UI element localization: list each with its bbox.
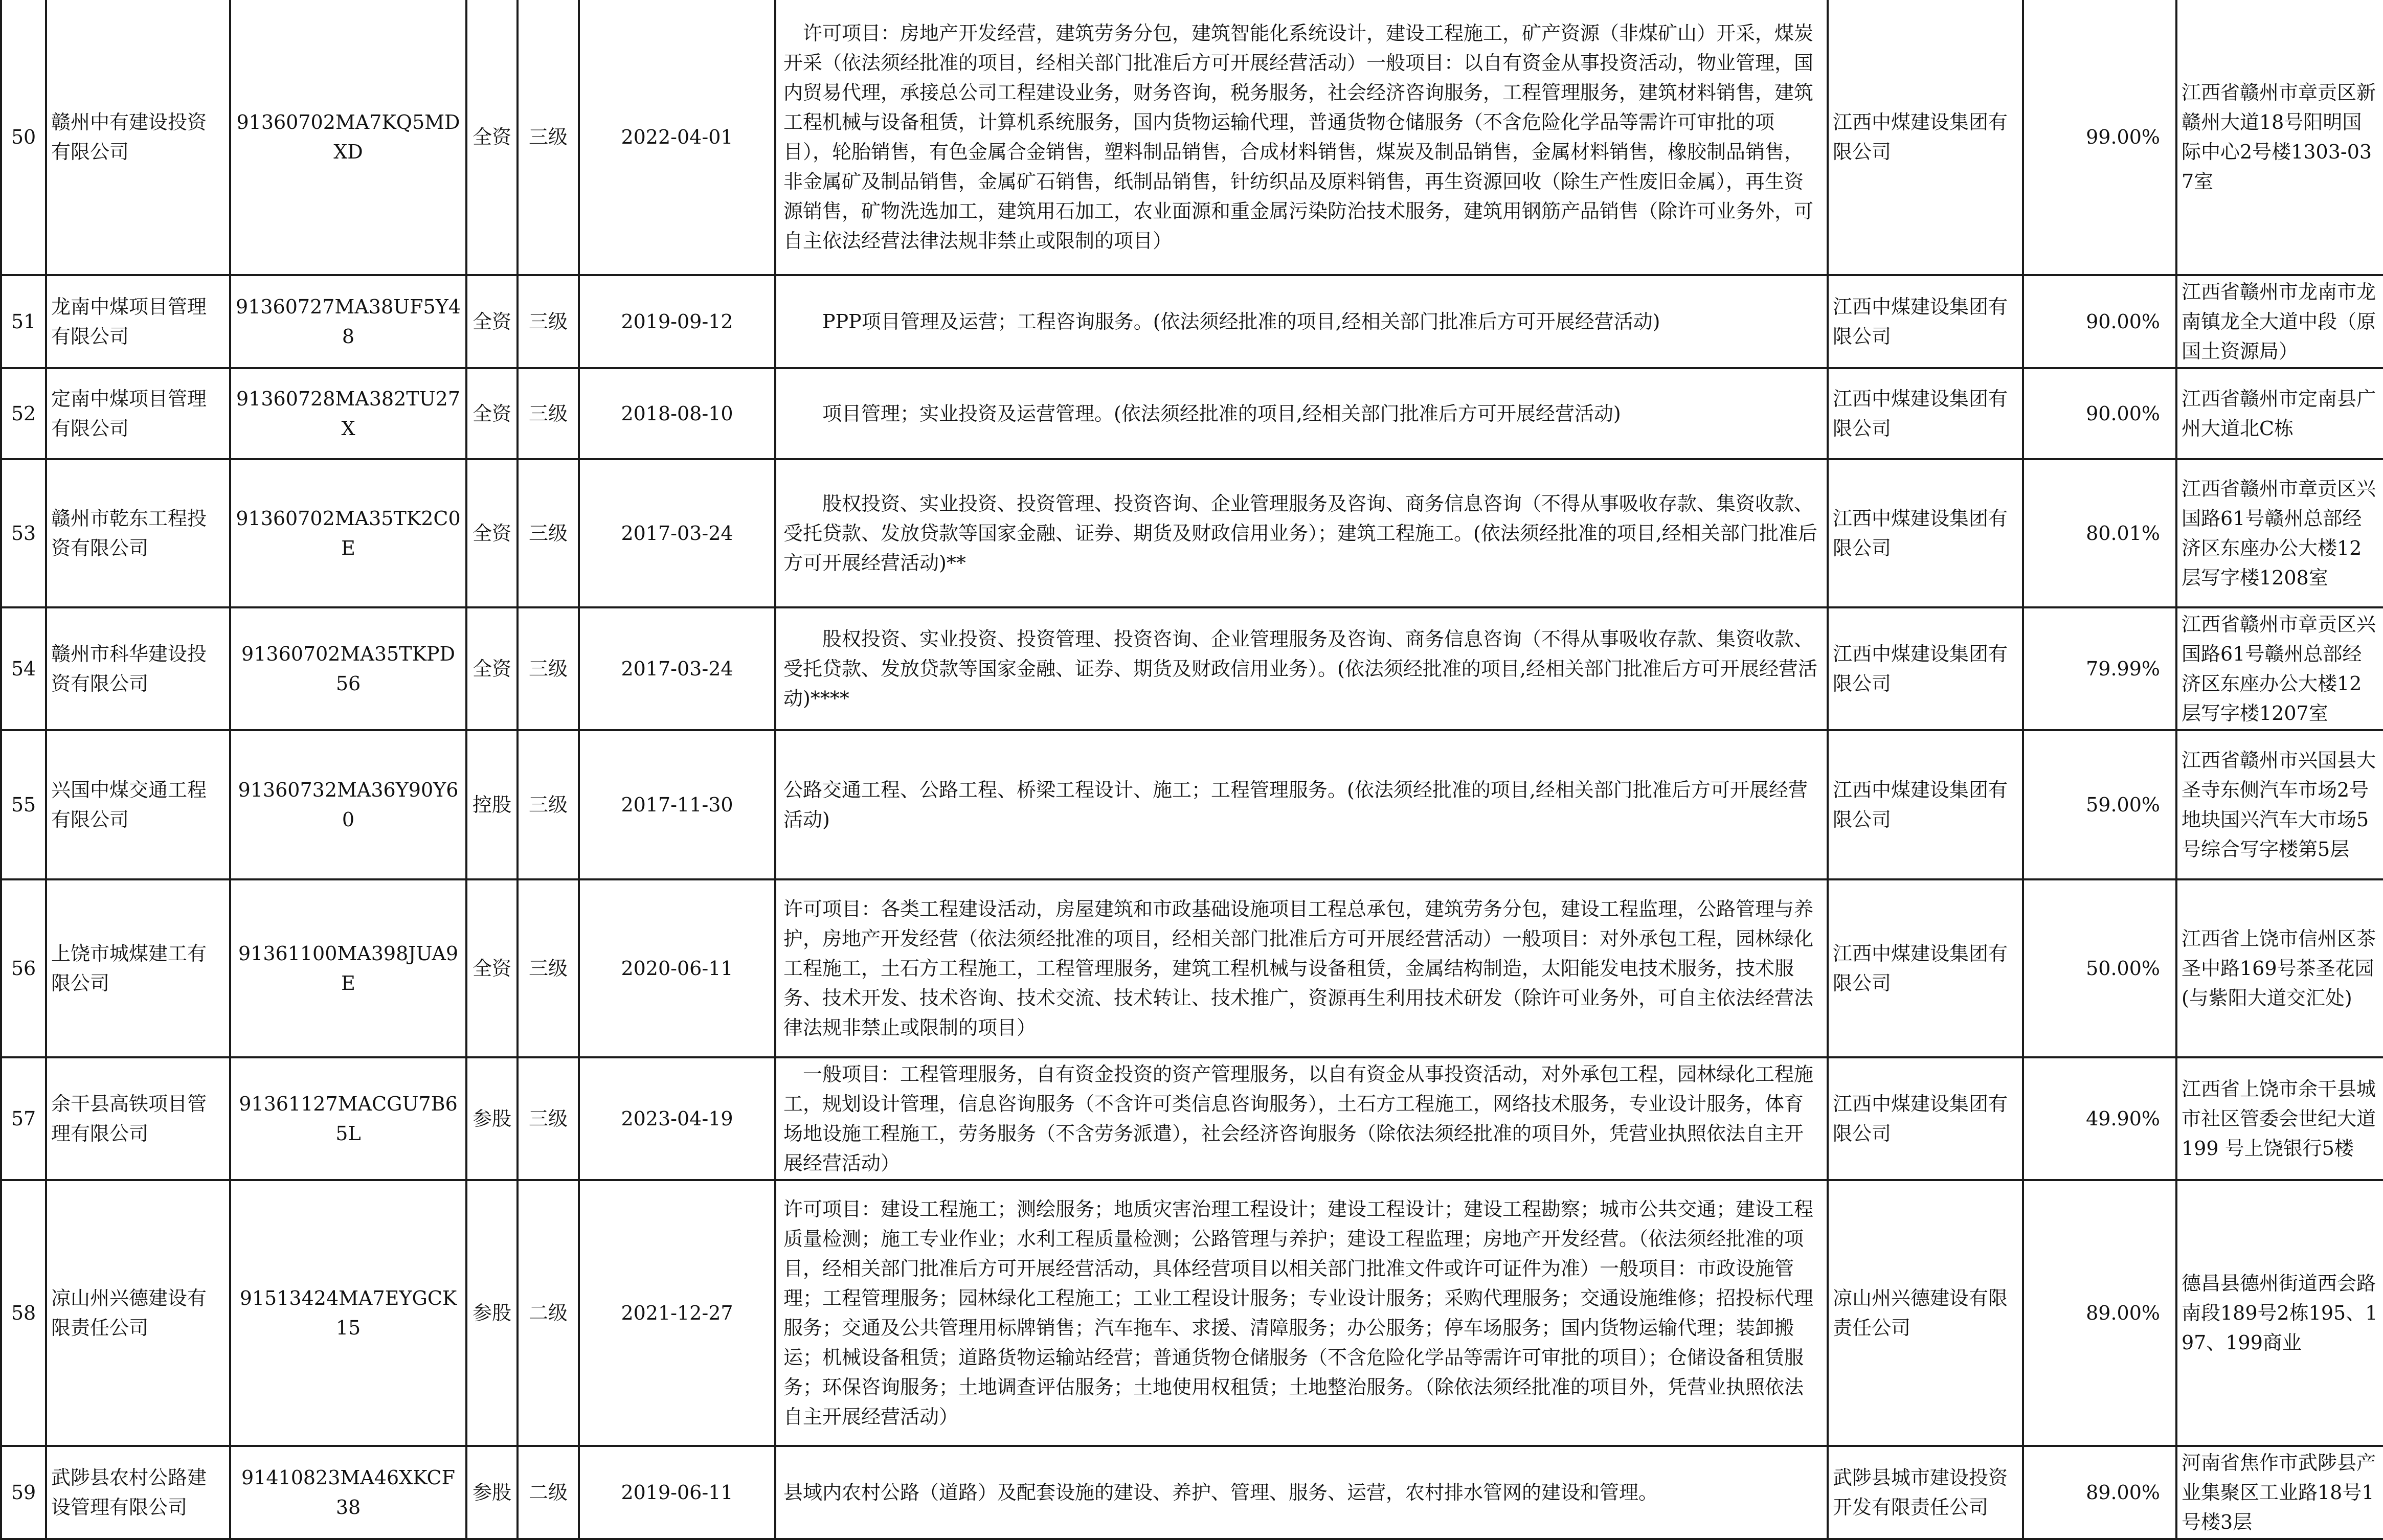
holding-type: 参股 — [466, 1446, 518, 1539]
company-name: 定南中煤项目管理有限公司 — [46, 368, 230, 459]
business-scope: PPP项目管理及运营；工程咨询服务。(依法须经批准的项目,经相关部门批准后方可开展经营活动) — [775, 275, 1828, 368]
row-number: 57 — [1, 1057, 46, 1180]
row-number: 52 — [1, 368, 46, 459]
business-scope: 许可项目：各类工程建设活动，房屋建筑和市政基础设施项目工程总承包，建筑劳务分包，建设工程监理，公路管理与养护，房地产开发经营（依法须经批准的项目，经相关部门批准后方可开展经营活动）一般项目：对外承包工程，园林绿化工程施工，土石方工程施工，工程管理服务，建筑工程机械与设备租赁，金属结构制造，太阳能发电技术服务，技术服务、技术开发、技术咨询、技术交流、技术转让、技术推广，资源再生利用技术研发（除许可业务外，可自主依法经营法律法规非禁止或限制的项目） — [775, 879, 1828, 1057]
table-row — [1, 1057, 2383, 1180]
credit-code: 91360702MA35TKPD56 — [230, 607, 466, 730]
share-ratio: 50.00% — [2023, 879, 2176, 1057]
established-date: 2017-03-24 — [579, 459, 775, 607]
credit-code: 91360728MA382TU27X — [230, 368, 466, 459]
company-level: 二级 — [518, 1446, 579, 1539]
business-scope: 一般项目：工程管理服务，自有资金投资的资产管理服务，以自有资金从事投资活动，对外承包工程，园林绿化工程施工，规划设计管理，信息咨询服务（不含许可类信息咨询服务），土石方工程施工，网络技术服务，专业设计服务，体育场地设施工程施工，劳务服务（不含劳务派遣），社会经济咨询服务（除依法须经批准的项目外，凭营业执照依法自主开展经营活动） — [775, 1057, 1828, 1180]
share-ratio: 79.99% — [2023, 607, 2176, 730]
shareholder-name: 江西中煤建设集团有限公司 — [1828, 368, 2023, 459]
holding-type: 全资 — [466, 879, 518, 1057]
credit-code: 91513424MA7EYGCK15 — [230, 1180, 466, 1446]
company-level: 三级 — [518, 730, 579, 879]
row-number: 58 — [1, 1180, 46, 1446]
shareholder-name: 武陟县城市建设投资开发有限责任公司 — [1828, 1446, 2023, 1539]
company-level: 三级 — [518, 275, 579, 368]
registered-address: 河南省焦作市武陟县产业集聚区工业路18号1号楼3层 — [2176, 1446, 2383, 1539]
registered-address: 江西省上饶市信州区茶圣中路169号茶圣花园(与紫阳大道交汇处) — [2176, 879, 2383, 1057]
share-ratio: 90.00% — [2023, 368, 2176, 459]
shareholder-name: 江西中煤建设集团有限公司 — [1828, 1057, 2023, 1180]
share-ratio: 89.00% — [2023, 1446, 2176, 1539]
registered-address: 江西省赣州市章贡区兴国路61号赣州总部经济区东座办公大楼12层写字楼1207室 — [2176, 607, 2383, 730]
share-ratio: 89.00% — [2023, 1180, 2176, 1446]
business-scope: 公路交通工程、公路工程、桥梁工程设计、施工；工程管理服务。(依法须经批准的项目,经相关部门批准后方可开展经营活动) — [775, 730, 1828, 879]
established-date: 2019-09-12 — [579, 275, 775, 368]
table-row — [1, 607, 2383, 730]
holding-type: 控股 — [466, 730, 518, 879]
holding-type: 参股 — [466, 1180, 518, 1446]
business-scope: 股权投资、实业投资、投资管理、投资咨询、企业管理服务及咨询、商务信息咨询（不得从事吸收存款、集资收款、受托贷款、发放贷款等国家金融、证券、期货及财政信用业务）；建筑工程施工。(依法须经批准的项目,经相关部门批准后方可开展经营活动)** — [775, 459, 1828, 607]
shareholder-name: 江西中煤建设集团有限公司 — [1828, 459, 2023, 607]
company-name: 凉山州兴德建设有限责任公司 — [46, 1180, 230, 1446]
company-name: 上饶市城煤建工有限公司 — [46, 879, 230, 1057]
company-name: 赣州中有建设投资有限公司 — [46, 0, 230, 275]
registered-address: 江西省赣州市兴国县大圣寺东侧汽车市场2号地块国兴汽车大市场5号综合写字楼第5层 — [2176, 730, 2383, 879]
table-row — [1, 0, 2383, 275]
registered-address: 德昌县德州街道西会路南段189号2栋195、197、199商业 — [2176, 1180, 2383, 1446]
shareholder-name: 凉山州兴德建设有限责任公司 — [1828, 1180, 2023, 1446]
business-scope: 县域内农村公路（道路）及配套设施的建设、养护、管理、服务、运营，农村排水管网的建设和管理。 — [775, 1446, 1828, 1539]
table-row — [1, 879, 2383, 1057]
row-number: 51 — [1, 275, 46, 368]
holding-type: 全资 — [466, 607, 518, 730]
company-level: 三级 — [518, 879, 579, 1057]
company-level: 三级 — [518, 0, 579, 275]
row-number: 54 — [1, 607, 46, 730]
row-number: 56 — [1, 879, 46, 1057]
credit-code: 91360702MA7KQ5MDXD — [230, 0, 466, 275]
holding-type: 全资 — [466, 0, 518, 275]
share-ratio: 80.01% — [2023, 459, 2176, 607]
credit-code: 91361127MACGU7B65L — [230, 1057, 466, 1180]
company-level: 三级 — [518, 459, 579, 607]
holding-type: 全资 — [466, 275, 518, 368]
credit-code: 91360702MA35TK2C0E — [230, 459, 466, 607]
shareholder-name: 江西中煤建设集团有限公司 — [1828, 879, 2023, 1057]
table-row — [1, 1446, 2383, 1539]
table-row — [1, 368, 2383, 459]
company-level: 三级 — [518, 607, 579, 730]
established-date: 2019-06-11 — [579, 1446, 775, 1539]
holding-type: 全资 — [466, 368, 518, 459]
table-row — [1, 730, 2383, 879]
share-ratio: 59.00% — [2023, 730, 2176, 879]
shareholder-name: 江西中煤建设集团有限公司 — [1828, 607, 2023, 730]
business-scope: 许可项目：房地产开发经营，建筑劳务分包，建筑智能化系统设计，建设工程施工，矿产资源（非煤矿山）开采，煤炭开采（依法须经批准的项目，经相关部门批准后方可开展经营活动）一般项目：以自有资金从事投资活动，物业管理，国内贸易代理，承接总公司工程建设业务，财务咨询，税务服务，社会经济咨询服务，工程管理服务，建筑材料销售，建筑工程机械与设备租赁，计算机系统服务，国内货物运输代理，普通货物仓储服务（不含危险化学品等需许可审批的项目），轮胎销售，有色金属合金销售，塑料制品销售，合成材料销售，煤炭及制品销售，金属材料销售，橡胶制品销售，非金属矿及制品销售，金属矿石销售，纸制品销售，针纺织品及原料销售，再生资源回收（除生产性废旧金属），再生资源销售，矿物洗选加工，建筑用石加工，农业面源和重金属污染防治技术服务，建筑用钢筋产品销售（除许可业务外，可自主依法经营法律法规非禁止或限制的项目） — [775, 0, 1828, 275]
business-scope: 项目管理；实业投资及运营管理。(依法须经批准的项目,经相关部门批准后方可开展经营活动) — [775, 368, 1828, 459]
company-level: 三级 — [518, 1057, 579, 1180]
established-date: 2018-08-10 — [579, 368, 775, 459]
company-level: 二级 — [518, 1180, 579, 1446]
established-date: 2022-04-01 — [579, 0, 775, 275]
company-name: 兴国中煤交通工程有限公司 — [46, 730, 230, 879]
table-row — [1, 1180, 2383, 1446]
registered-address: 江西省上饶市余干县城市社区管委会世纪大道 199 号上饶银行5楼 — [2176, 1057, 2383, 1180]
table-row — [1, 459, 2383, 607]
established-date: 2021-12-27 — [579, 1180, 775, 1446]
share-ratio: 99.00% — [2023, 0, 2176, 275]
credit-code: 91410823MA46XKCF38 — [230, 1446, 466, 1539]
company-level: 三级 — [518, 368, 579, 459]
registered-address: 江西省赣州市定南县广州大道北C栋 — [2176, 368, 2383, 459]
company-name: 赣州市乾东工程投资有限公司 — [46, 459, 230, 607]
credit-code: 91360732MA36Y90Y60 — [230, 730, 466, 879]
registered-address: 江西省赣州市龙南市龙南镇龙全大道中段（原国土资源局） — [2176, 275, 2383, 368]
holding-type: 参股 — [466, 1057, 518, 1180]
share-ratio: 49.90% — [2023, 1057, 2176, 1180]
business-scope: 股权投资、实业投资、投资管理、投资咨询、企业管理服务及咨询、商务信息咨询（不得从事吸收存款、集资收款、受托贷款、发放贷款等国家金融、证券、期货及财政信用业务）。(依法须经批准的项目,经相关部门批准后方可开展经营活动)**** — [775, 607, 1828, 730]
company-name: 武陟县农村公路建设管理有限公司 — [46, 1446, 230, 1539]
company-name: 龙南中煤项目管理有限公司 — [46, 275, 230, 368]
established-date: 2017-03-24 — [579, 607, 775, 730]
established-date: 2020-06-11 — [579, 879, 775, 1057]
holding-type: 全资 — [466, 459, 518, 607]
company-name: 余干县高铁项目管理有限公司 — [46, 1057, 230, 1180]
share-ratio: 90.00% — [2023, 275, 2176, 368]
row-number: 50 — [1, 0, 46, 275]
credit-code: 91360727MA38UF5Y48 — [230, 275, 466, 368]
registered-address: 江西省赣州市章贡区新赣州大道18号阳明国际中心2号楼1303-037室 — [2176, 0, 2383, 275]
row-number: 53 — [1, 459, 46, 607]
row-number: 55 — [1, 730, 46, 879]
established-date: 2017-11-30 — [579, 730, 775, 879]
shareholder-name: 江西中煤建设集团有限公司 — [1828, 0, 2023, 275]
company-name: 赣州市科华建设投资有限公司 — [46, 607, 230, 730]
row-number: 59 — [1, 1446, 46, 1539]
table-row — [1, 275, 2383, 368]
credit-code: 91361100MA398JUA9E — [230, 879, 466, 1057]
registered-address: 江西省赣州市章贡区兴国路61号赣州总部经济区东座办公大楼12层写字楼1208室 — [2176, 459, 2383, 607]
shareholder-name: 江西中煤建设集团有限公司 — [1828, 730, 2023, 879]
shareholder-name: 江西中煤建设集团有限公司 — [1828, 275, 2023, 368]
business-scope: 许可项目：建设工程施工；测绘服务；地质灾害治理工程设计；建设工程设计；建设工程勘察；城市公共交通；建设工程质量检测；施工专业作业；水利工程质量检测；公路管理与养护；建设工程监理；房地产开发经营。（依法须经批准的项目，经相关部门批准后方可开展经营活动，具体经营项目以相关部门批准文件或许可证件为准）一般项目：市政设施管理；工程管理服务；园林绿化工程施工；工业工程设计服务；专业设计服务；采购代理服务；交通设施维修；招投标代理服务；交通及公共管理用标牌销售；汽车拖车、求援、清障服务；办公服务；停车场服务；国内货物运输代理；装卸搬运；机械设备租赁；道路货物运输站经营；普通货物仓储服务（不含危险化学品等需许可审批的项目）；仓储设备租赁服务；环保咨询服务；土地调查评估服务；土地使用权租赁；土地整治服务。（除依法须经批准的项目外，凭营业执照依法自主开展经营活动） — [775, 1180, 1828, 1446]
established-date: 2023-04-19 — [579, 1057, 775, 1180]
